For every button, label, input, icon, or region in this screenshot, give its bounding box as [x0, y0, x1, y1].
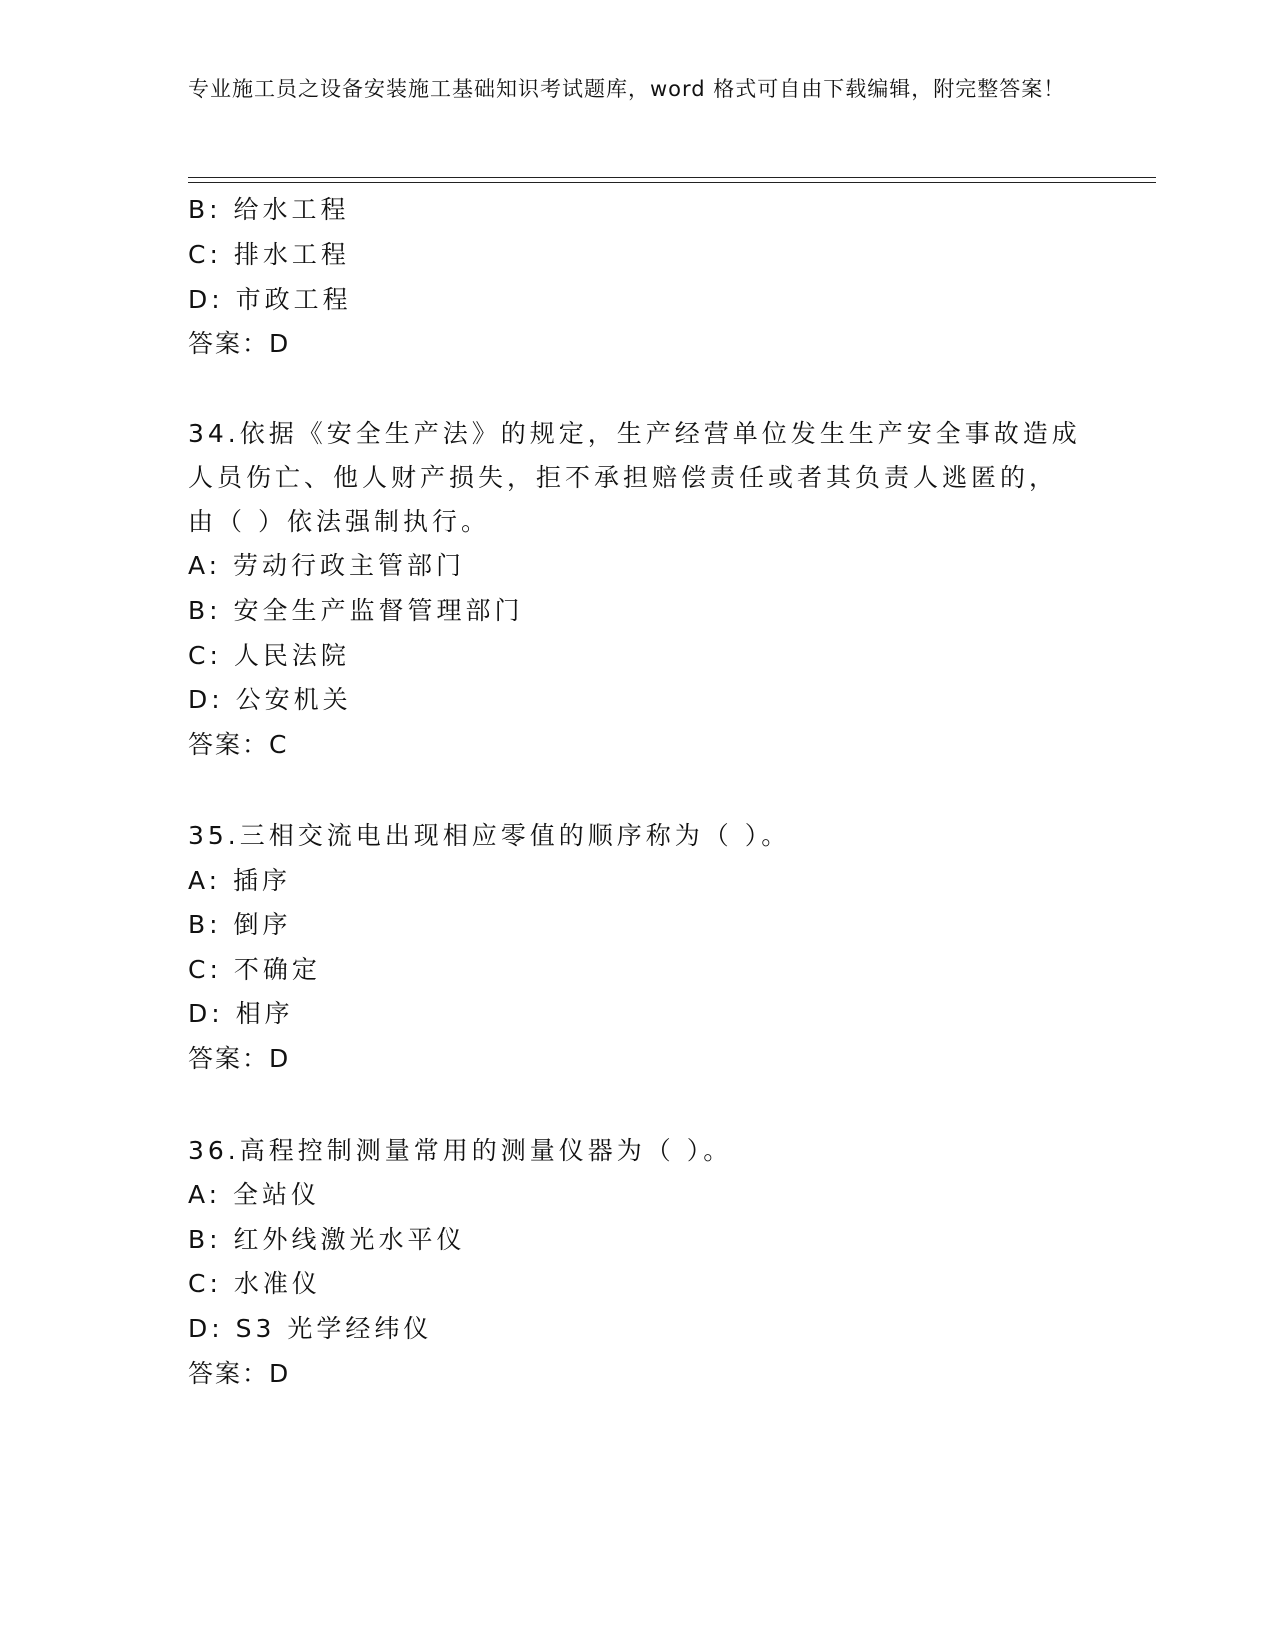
option-d: D: 公安机关 [188, 685, 352, 714]
question-stem: 34.依据《安全生产法》的规定，生产经营单位发生生产安全事故造成 [188, 419, 1081, 448]
option-c: C: 水准仪 [188, 1269, 321, 1298]
answer: 答案：D [188, 1044, 291, 1073]
option-d: D: S3 光学经纬仪 [188, 1314, 433, 1343]
answer: 答案：D [188, 1359, 291, 1388]
header-rule-top [188, 177, 1156, 178]
option-b: B: 红外线激光水平仪 [188, 1225, 466, 1254]
question-stem: 35.三相交流电出现相应零值的顺序称为（ ）。 [188, 821, 791, 850]
header-rule-bottom [188, 182, 1156, 183]
option-b: B: 安全生产监督管理部门 [188, 596, 524, 625]
answer: 答案：D [188, 329, 291, 358]
document-header: 专业施工员之设备安装施工基础知识考试题库，word 格式可自由下载编辑，附完整答案！ [188, 77, 1066, 101]
answer: 答案：C [188, 730, 289, 759]
question-stem: 人员伤亡、他人财产损失，拒不承担赔偿责任或者其负责人逃匿的， [188, 463, 1059, 492]
question-stem: 36.高程控制测量常用的测量仪器为（ ）。 [188, 1136, 733, 1165]
option-a: A: 劳动行政主管部门 [188, 551, 466, 580]
option-c: C: 不确定 [188, 955, 321, 984]
question-stem: 由（ ）依法强制执行。 [188, 507, 490, 536]
option-a: A: 插序 [188, 866, 292, 895]
option-a: A: 全站仪 [188, 1180, 321, 1209]
option-b: B: 倒序 [188, 910, 292, 939]
option-c: C: 人民法院 [188, 641, 350, 670]
option-d: D: 市政工程 [188, 285, 352, 314]
option-d: D: 相序 [188, 999, 294, 1028]
option-b: B: 给水工程 [188, 195, 350, 224]
option-c: C: 排水工程 [188, 240, 350, 269]
